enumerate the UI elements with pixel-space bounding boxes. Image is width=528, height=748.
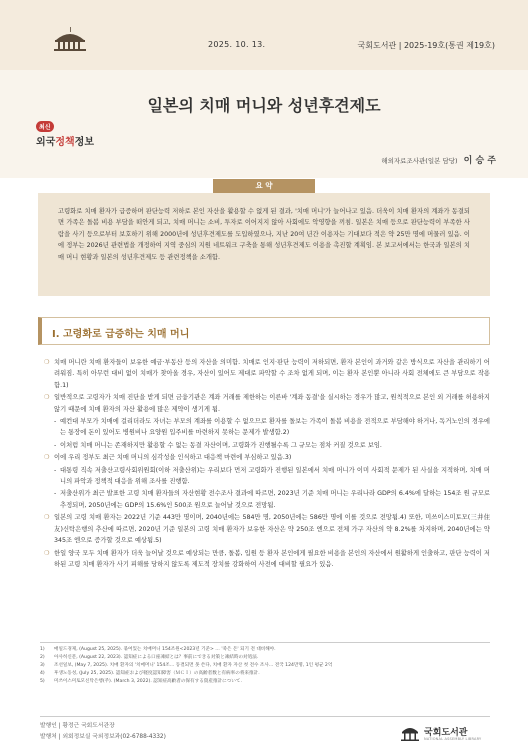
- library-logo: [400, 723, 490, 745]
- paragraph-3-sub-2: [44, 488, 490, 511]
- latest-badge: 최신: [36, 121, 54, 132]
- footnotes: [40, 642, 490, 686]
- paragraph-2: [44, 392, 490, 415]
- page-title: 일본의 치매 머니와 성년후견제도: [147, 96, 381, 115]
- paragraph-3-sub-1: [44, 465, 490, 488]
- paragraph-2-text: 일반적으로 고령자가 치매 진단을 받게 되면 금융기관은 계좌 거래를 제한하는 이른바 '계좌 동결'을 실시하는 경우가 많고, 원칙적으로 본인 외 거래를 허용하지 않기 때문에 치매 환자의 자산 활용에 많은 제약이 생기게 됨.: [54, 394, 490, 413]
- issue-date: 2025. 10. 13.: [208, 40, 266, 49]
- footnote: [40, 662, 490, 670]
- section-heading: [38, 317, 490, 345]
- footnote: [40, 678, 490, 686]
- library-logo-text: 국회도서관: [424, 728, 468, 738]
- author-line: [381, 153, 496, 166]
- paragraph-2-sub-1: [44, 416, 490, 439]
- paragraph-5: [44, 548, 490, 571]
- footnote-text: 후생노동성, (July 25, 2025). 認知症および軽度認知障害（ＭＣＩ）の高齢者数と有病率の将来推計.: [54, 670, 260, 676]
- dash-icon: -: [54, 441, 57, 449]
- paragraph-1: [44, 357, 490, 391]
- paragraph-4-text: 일본의 고령 치매 환자는 2022년 기준 443만 명이며, 2040년에는 584만 명, 2050년에는 586만 명에 이를 것으로 전망됨.4) 또한, 미쓰이스미토모(三井住友)신탁은행의 추산에 따르면, 2020년 기준 일본의 고령 치매 환자가 보유한 자산은 약 250조 엔으로 전체 가구 자산의 약 8.2%를 차지하며, 2040년에는 약 345조 엔으로 증가할 것으로 예상됨.5): [54, 514, 490, 545]
- footnote-text: 매일드경제, (August 25, 2025). 묶여있는 치매머니 154조원<2023년 기준> … '죽은 돈' 되기 전 대비해야.: [54, 647, 276, 652]
- footnote-number: 2): [40, 654, 45, 660]
- paragraph-3-sub-1-text: 대통령 직속 저출산고령사회위원회(이하 저출산위)는 우리보다 먼저 고령화가 진행된 일본에서 치매 머니가 이미 사회적 문제가 된 사실을 지적하며, 치매 머니의 파악과 정책적 대응을 위해 조사를 진행함.: [60, 466, 490, 486]
- series-name: [36, 133, 94, 148]
- footnote-number: 4): [40, 670, 45, 676]
- paragraph-5-text: 한일 양국 모두 치매 환자가 더욱 늘어날 것으로 예상되는 만큼, 돌봄, 입원 등 환자 본인에게 필요한 비용을 본인의 자산에서 원활하게 인출하고, 판단 능력이 저하된 고령 치매 환자가 사기 피해를 당하지 않도록 제도적 장치를 강화하여 사전에 대비할 필요가 있음.: [54, 549, 490, 568]
- author-affiliation: 해외자료조사관(일본 담당): [381, 157, 458, 165]
- footnote: [40, 654, 490, 662]
- series-name-part3: 정보: [74, 137, 94, 148]
- series-name-part2: 정책: [55, 137, 75, 148]
- bullet-icon: ❍: [44, 394, 50, 402]
- footnote: [40, 646, 490, 654]
- summary-text: 고령화로 치매 환자가 급증하며 판단능력 저하로 본인 자산을 활용할 수 없게 된 결과, '치매 머니'가 늘어나고 있음. 더욱이 치매 환자의 계좌가 동결되면 가족은 돌봄 비용 부담을 떠안게 되고, 치매 머니는 소비, 투자로 이어지지 않아 사회에도 악영향을 끼침. 일본은 치매 등으로 판단능력이 부족한 사람을 사기 등으로부터 보호하기 위해 2000년에 성년후견제도를 도입하였으나, 지난 20여 년간 이용자는 기대보다 적은 약 25만 명에 머물러 있음. 이에 정부는 2026년 관련법을 개정하여 지역 중심의 지원 네트워크 구축을 통해 성년후견제도 이용을 촉진할 계획임. 본 보고서에서는 한국과 일본의 치매 머니 현황과 일본의 성년후견제도 등 관련정책을 소개함.: [58, 208, 470, 261]
- bullet-icon: ❍: [44, 359, 50, 366]
- dash-icon: -: [54, 418, 57, 426]
- footnote: [40, 670, 490, 678]
- summary-label: 요 약: [213, 179, 315, 193]
- series-name-part1: 외국: [36, 137, 56, 148]
- footnote-number: 3): [40, 662, 45, 668]
- bullet-icon: ❍: [44, 514, 50, 522]
- issuer-line: 발행처 | 외회정보실 국외정보과(02-6788-4332): [40, 734, 166, 740]
- paragraph-2-sub-2: [44, 440, 490, 451]
- dash-icon: -: [54, 466, 57, 474]
- bullet-icon: ❍: [44, 454, 50, 462]
- footnote-text: 아사히신문, (August 22, 2023). 認知症による口座凍結とは？事前にできる対策と凍結時の対処法.: [54, 654, 259, 660]
- dash-icon: -: [54, 490, 57, 498]
- paragraph-2-sub-2-text: 이처럼 치매 머니는 존재하지만 활용할 수 없는 동결 자산이며, 고령화가 진행될수록 그 규모는 점차 커질 것으로 보임.: [60, 441, 382, 449]
- author-name: 이 승 주: [463, 156, 496, 166]
- series-brand: [36, 121, 116, 161]
- library-emblem-icon: [400, 723, 420, 743]
- publication-info: 국회도서관 | 2025-19호(통권 제19호): [357, 41, 495, 50]
- footnote-number: 5): [40, 678, 45, 684]
- paragraph-3-text: 이에 우리 정부도 최근 치매 머니의 심각성을 인식하고 대응책 마련에 부심하고 있음.3): [54, 454, 292, 462]
- paragraph-3: [44, 452, 490, 463]
- paragraph-1-text: 치매 머니란 치매 환자들이 보유한 예금·부동산 등의 자산을 의미함. 치매로 인지·판단 능력이 저하되면, 환자 본인이 과거와 같은 방식으로 자산을 관리하기 어려워짐. 특히 아무런 대비 없이 치매가 찾아올 경우, 자산이 있어도 제대로 파악할 수 조차 없게 되며, 이는 환자 본인뿐 아니라 사회 전체에도 큰 부담으로 작용함.1): [54, 359, 490, 389]
- national-assembly-icon: [52, 26, 88, 52]
- paragraph-4: [44, 512, 490, 546]
- footnote-text: 미쓰이스미토모신탁은행(주). (March 3, 2022). 認知症高齢者の保有する資産推計について.: [54, 678, 242, 684]
- publisher-line: 발행인 | 황정근 국회도서관장: [40, 723, 115, 729]
- body-content: [44, 357, 490, 571]
- paragraph-2-sub-1-text: 예컨대 부모가 치매에 걸리더라도 자녀는 부모의 계좌를 이용할 수 없으므로 환자를 돌보는 가족이 돌봄 비용을 전적으로 부담해야 하거나, 독거노인의 경우에는 통장에 돈이 있어도 병원비나 요양원 입주비를 마련하지 못하는 문제가 발생함.2): [60, 418, 490, 437]
- footnote-number: 1): [40, 647, 45, 652]
- bullet-icon: ❍: [44, 549, 50, 557]
- header-band: [0, 0, 528, 70]
- section-heading-text: Ⅰ. 고령화로 급증하는 치매 머니: [52, 329, 190, 340]
- library-logo-subtext: NATIONAL ASSEMBLY LIBRARY: [424, 737, 482, 741]
- summary-box: [38, 193, 490, 296]
- footnote-text: 조선일보, (May 7, 2025). 치매 환자의 '치매머니' 154조… 동결되면 못 쓴다, 치매 환자 자산 첫 전수 조사… 전국 124만명, 1인 평균 2억: [54, 662, 333, 668]
- paragraph-3-sub-2-text: 저출산위가 최근 발표한 고령 치매 환자들의 자산현황 전수조사 결과에 따르면, 2023년 기준 치매 머니는 우리나라 GDP의 6.4%에 달하는 154조 원 규모로 추정되며, 2050년에는 GDP의 15.6%인 500조 원으로 늘어날 것으로 전망됨.: [60, 490, 490, 509]
- footer: [40, 716, 490, 743]
